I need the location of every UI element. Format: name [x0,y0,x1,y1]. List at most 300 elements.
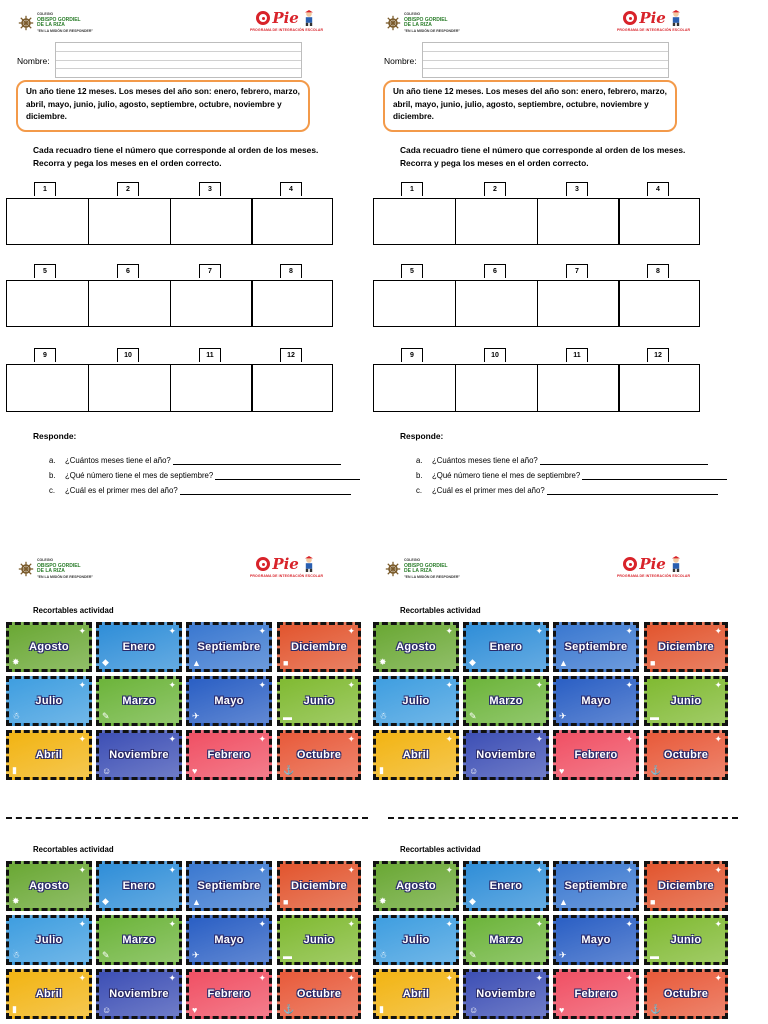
month-card-enero[interactable] [96,622,182,672]
ship-icon: ⚓ [650,1004,662,1014]
month-card-enero[interactable] [463,622,549,672]
heart-icon: ♥ [192,766,198,776]
ship-wheel-icon [385,561,401,577]
month-card-junio[interactable] [644,915,728,965]
month-number-tab: 6 [484,264,506,278]
month-card-junio[interactable] [644,676,728,726]
pie-mark-icon [623,11,637,25]
month-number-tab: 7 [566,264,588,278]
school-line3: DE LA RIZA [404,22,432,28]
name-field[interactable] [422,42,669,78]
cutouts-title: Recortables actividad [33,845,114,854]
month-label: Diciembre [291,880,347,892]
flag-icon: ▲ [559,658,568,668]
school-line1: COLEGIO [404,558,421,562]
star-icon: ✦ [78,973,86,983]
kite-icon: ◆ [469,896,476,906]
month-label: Abril [402,749,430,761]
question-letter: c. [416,486,423,495]
month-label: Abril [35,988,63,1000]
heart-icon: ♥ [192,1005,198,1015]
month-label: Diciembre [658,641,714,653]
intro-box: Un año tiene 12 meses. Los meses del año son: enero, febrero, marzo, abril, mayo, junio, julio, agosto, septiembre, octubre, noviembre y diciembre. [16,80,310,132]
pencil-icon: ✎ [102,711,110,721]
pie-caption: PROGRAMA DE INTEGRACIÓN ESCOLAR [617,28,691,32]
month-card-noviembre[interactable] [463,730,549,780]
month-label: Noviembre [476,988,536,1000]
month-number-tab: 8 [280,264,302,278]
cut-line [388,817,738,819]
month-label: Junio [303,934,335,946]
star-icon: ✦ [168,973,176,983]
month-label: Septiembre [197,880,261,892]
star-icon: ✦ [347,973,355,983]
month-card-julio[interactable] [373,915,459,965]
month-paste-box[interactable] [537,364,620,412]
month-label: Julio [35,934,63,946]
question-letter: a. [49,456,56,465]
school-line1: COLEGIO [37,12,54,16]
month-label: Enero [489,641,523,653]
question-row [416,486,718,495]
student-icon [301,10,317,26]
month-card-octubre[interactable] [644,969,728,1019]
month-paste-box[interactable] [170,280,253,327]
month-paste-box[interactable] [537,280,620,327]
star-icon: ✦ [714,919,722,929]
month-card-marzo[interactable] [96,915,182,965]
answer-line[interactable] [180,486,351,495]
month-label: Junio [303,695,335,707]
month-paste-box[interactable] [170,198,253,245]
school-name [37,558,93,580]
star-icon: ✦ [168,626,176,636]
month-number-tab: 9 [34,348,56,362]
kite-icon: ◆ [102,657,109,667]
school-motto: "EN LA MISIÓN DE RESPONDER" [404,28,461,33]
month-number-tab: 9 [401,348,423,362]
month-number-tab: 12 [280,348,302,362]
month-paste-box[interactable] [251,364,333,412]
month-label: Marzo [489,934,523,946]
ship-icon: ⚓ [283,1004,295,1014]
star-icon: ✦ [168,734,176,744]
month-label: Enero [122,880,156,892]
question-row [49,471,360,480]
answer-line[interactable] [582,471,727,480]
book-icon: ▮ [12,1004,17,1014]
month-card-agosto[interactable] [6,622,92,672]
month-paste-box[interactable] [618,280,700,327]
pinwheel-icon: ✸ [379,657,387,667]
month-card-noviembre[interactable] [96,969,182,1019]
star-icon: ✦ [78,919,86,929]
month-card-abril[interactable] [6,969,92,1019]
answer-line[interactable] [547,486,718,495]
month-label: Agosto [396,641,436,653]
month-paste-box[interactable] [455,364,538,412]
pencil-icon: ✎ [102,950,110,960]
pie-caption: PROGRAMA DE INTEGRACIÓN ESCOLAR [250,28,324,32]
month-card-marzo[interactable] [463,915,549,965]
star-icon: ✦ [445,865,453,875]
question-row [49,486,351,495]
month-number-tab: 2 [484,182,506,196]
month-paste-box[interactable] [373,198,456,245]
star-icon: ✦ [445,680,453,690]
right-bottom-pie-logo [617,555,690,578]
month-label: Febrero [574,749,618,761]
school-line1: COLEGIO [404,12,421,16]
answer-line[interactable] [173,456,341,465]
cut-line [6,817,368,819]
ship-wheel-icon [18,15,34,31]
pie-logo-row [623,9,684,27]
month-card-julio[interactable] [373,676,459,726]
month-paste-box[interactable] [373,280,456,327]
school-line3: DE LA RIZA [37,22,65,28]
left-bottom-pie-logo [250,555,323,578]
month-card-septiembre[interactable] [186,861,272,911]
child-icon: ☺ [469,766,479,776]
month-label: Julio [402,934,430,946]
month-card-febrero[interactable] [553,730,639,780]
star-icon: ✦ [258,626,266,636]
month-card-agosto[interactable] [373,622,459,672]
month-paste-box[interactable] [88,280,171,327]
cutouts-title: Recortables actividad [400,606,481,615]
month-label: Octubre [296,988,342,1000]
star-icon: ✦ [625,734,633,744]
month-paste-box[interactable] [88,198,171,245]
month-label: Mayo [581,695,611,707]
month-card-febrero[interactable] [553,969,639,1019]
name-line [56,60,301,61]
bird-icon: ✈ [192,711,200,721]
month-label: Enero [122,641,156,653]
question-row [416,456,708,465]
star-icon: ✦ [535,973,543,983]
child-icon: ☺ [102,1005,112,1015]
star-icon: ✦ [347,734,355,744]
month-label: Enero [489,880,523,892]
question-row [49,456,341,465]
sandwich-icon: ▬ [283,951,292,961]
month-card-febrero[interactable] [186,730,272,780]
month-paste-box[interactable] [6,280,89,327]
pie-word: Pie [639,555,666,573]
star-icon: ✦ [535,919,543,929]
month-paste-box[interactable] [6,364,89,412]
snowman-icon: ☃ [12,950,21,960]
month-card-noviembre[interactable] [463,969,549,1019]
star-icon: ✦ [168,680,176,690]
star-icon: ✦ [445,734,453,744]
month-label: Octubre [663,988,709,1000]
school-line1: COLEGIO [37,558,54,562]
star-icon: ✦ [625,626,633,636]
star-icon: ✦ [714,680,722,690]
ship-wheel-icon [18,561,34,577]
month-label: Abril [402,988,430,1000]
month-number-tab: 7 [199,264,221,278]
question-text: ¿Cuál es el primer mes del año? [432,486,545,495]
month-paste-box[interactable] [618,198,700,245]
star-icon: ✦ [625,865,633,875]
pie-caption: PROGRAMA DE INTEGRACIÓN ESCOLAR [250,574,324,578]
gift-icon: ■ [283,897,289,907]
pie-logo-row [256,555,317,573]
responde-heading: Responde: [33,431,77,441]
month-number-tab: 1 [34,182,56,196]
month-number-tab: 8 [647,264,669,278]
pinwheel-icon: ✸ [379,896,387,906]
school-line2: OBISPO GORDIEL [37,16,81,23]
month-card-agosto[interactable] [6,861,92,911]
star-icon: ✦ [258,734,266,744]
school-line2: OBISPO GORDIEL [37,562,81,569]
month-label: Julio [402,695,430,707]
sandwich-icon: ▬ [650,712,659,722]
name-line [56,68,301,69]
star-icon: ✦ [445,626,453,636]
month-card-julio[interactable] [6,676,92,726]
instruction-text: Cada recuadro tiene el número que corresponde al orden de los meses. Recorra y pega los meses en el orden correcto. [400,145,686,168]
cutouts-title: Recortables actividad [33,606,114,615]
month-label: Abril [35,749,63,761]
book-icon: ▮ [379,1004,384,1014]
month-label: Febrero [207,988,251,1000]
kite-icon: ◆ [102,896,109,906]
star-icon: ✦ [714,973,722,983]
month-label: Mayo [581,934,611,946]
month-card-junio[interactable] [277,915,361,965]
pie-mark-icon [623,557,637,571]
right-top-school-logo [385,12,460,34]
question-letter: b. [416,471,423,480]
cutouts-title: Recortables actividad [400,845,481,854]
month-label: Marzo [122,695,156,707]
pinwheel-icon: ✸ [12,657,20,667]
month-paste-box[interactable] [251,198,333,245]
month-label: Diciembre [658,880,714,892]
school-name [404,12,460,34]
month-paste-box[interactable] [618,364,700,412]
month-paste-box[interactable] [88,364,171,412]
pie-caption: PROGRAMA DE INTEGRACIÓN ESCOLAR [617,574,691,578]
student-icon [301,556,317,572]
name-field[interactable] [55,42,302,78]
month-card-abril[interactable] [373,730,459,780]
question-letter: c. [49,486,56,495]
pinwheel-icon: ✸ [12,896,20,906]
month-number-tab: 4 [280,182,302,196]
month-paste-box[interactable] [251,280,333,327]
month-card-octubre[interactable] [277,730,361,780]
star-icon: ✦ [714,734,722,744]
intro-box: Un año tiene 12 meses. Los meses del año son: enero, febrero, marzo, abril, mayo, junio, julio, agosto, septiembre, octubre, noviembre y diciembre. [383,80,677,132]
month-label: Febrero [574,988,618,1000]
month-card-noviembre[interactable] [96,730,182,780]
month-paste-box[interactable] [6,198,89,245]
month-card-septiembre[interactable] [186,622,272,672]
school-name [404,558,460,580]
month-card-marzo[interactable] [96,676,182,726]
star-icon: ✦ [78,865,86,875]
school-motto: "EN LA MISIÓN DE RESPONDER" [404,574,461,579]
star-icon: ✦ [347,680,355,690]
month-card-junio[interactable] [277,676,361,726]
bird-icon: ✈ [559,711,567,721]
pie-mark-icon [256,557,270,571]
month-label: Octubre [663,749,709,761]
star-icon: ✦ [535,680,543,690]
pie-mark-icon [256,11,270,25]
pie-word: Pie [639,9,666,27]
name-line [423,51,668,52]
flag-icon: ▲ [192,658,201,668]
name-label: Nombre: [384,56,417,66]
month-card-julio[interactable] [6,915,92,965]
star-icon: ✦ [625,680,633,690]
month-number-tab: 12 [647,348,669,362]
month-number-tab: 3 [566,182,588,196]
month-card-octubre[interactable] [644,730,728,780]
name-line [56,51,301,52]
question-text: ¿Qué número tiene el mes de septiembre? [65,471,214,480]
month-paste-box[interactable] [455,198,538,245]
month-card-mayo[interactable] [186,915,272,965]
month-card-abril[interactable] [6,730,92,780]
star-icon: ✦ [714,626,722,636]
pie-word: Pie [272,555,299,573]
question-text: ¿Qué número tiene el mes de septiembre? [432,471,581,480]
month-label: Mayo [214,695,244,707]
child-icon: ☺ [102,766,112,776]
month-label: Julio [35,695,63,707]
month-number-tab: 4 [647,182,669,196]
book-icon: ▮ [12,765,17,775]
month-card-agosto[interactable] [373,861,459,911]
star-icon: ✦ [258,919,266,929]
month-number-tab: 3 [199,182,221,196]
month-card-enero[interactable] [96,861,182,911]
star-icon: ✦ [168,865,176,875]
question-text: ¿Cuántos meses tiene el año? [432,456,538,465]
month-label: Mayo [214,934,244,946]
month-label: Junio [670,934,702,946]
month-number-tab: 2 [117,182,139,196]
month-label: Diciembre [291,641,347,653]
gift-icon: ■ [650,658,656,668]
star-icon: ✦ [78,680,86,690]
star-icon: ✦ [78,734,86,744]
sandwich-icon: ▬ [283,712,292,722]
month-number-tab: 6 [117,264,139,278]
snowman-icon: ☃ [379,950,388,960]
star-icon: ✦ [445,919,453,929]
month-label: Noviembre [476,749,536,761]
answer-line[interactable] [540,456,708,465]
star-icon: ✦ [535,734,543,744]
month-label: Marzo [489,695,523,707]
star-icon: ✦ [258,680,266,690]
month-card-febrero[interactable] [186,969,272,1019]
heart-icon: ♥ [559,1005,565,1015]
month-label: Agosto [29,641,69,653]
star-icon: ✦ [347,919,355,929]
star-icon: ✦ [347,865,355,875]
pencil-icon: ✎ [469,711,477,721]
month-paste-box[interactable] [373,364,456,412]
question-text: ¿Cuál es el primer mes del año? [65,486,178,495]
ship-icon: ⚓ [650,765,662,775]
pie-logo-row [256,9,317,27]
month-card-diciembre[interactable] [644,622,728,672]
star-icon: ✦ [445,973,453,983]
question-row [416,471,727,480]
ship-wheel-icon [385,15,401,31]
month-card-mayo[interactable] [553,915,639,965]
pie-word: Pie [272,9,299,27]
month-card-mayo[interactable] [553,676,639,726]
month-paste-box[interactable] [455,280,538,327]
month-card-marzo[interactable] [463,676,549,726]
flag-icon: ▲ [559,897,568,907]
month-label: Septiembre [564,641,628,653]
month-card-septiembre[interactable] [553,622,639,672]
right-top-pie-logo [617,9,690,32]
pencil-icon: ✎ [469,950,477,960]
name-line [423,60,668,61]
month-card-diciembre[interactable] [277,622,361,672]
star-icon: ✦ [78,626,86,636]
month-paste-box[interactable] [170,364,253,412]
month-number-tab: 11 [199,348,221,362]
kite-icon: ◆ [469,657,476,667]
bird-icon: ✈ [559,950,567,960]
bird-icon: ✈ [192,950,200,960]
question-letter: b. [49,471,56,480]
month-card-mayo[interactable] [186,676,272,726]
month-card-octubre[interactable] [277,969,361,1019]
month-number-tab: 10 [117,348,139,362]
school-motto: "EN LA MISIÓN DE RESPONDER" [37,28,94,33]
month-paste-box[interactable] [537,198,620,245]
pie-logo-row [623,555,684,573]
question-text: ¿Cuántos meses tiene el año? [65,456,171,465]
star-icon: ✦ [625,973,633,983]
month-label: Septiembre [197,641,261,653]
month-card-abril[interactable] [373,969,459,1019]
month-card-diciembre[interactable] [644,861,728,911]
month-label: Agosto [29,880,69,892]
month-number-tab: 1 [401,182,423,196]
heart-icon: ♥ [559,766,565,776]
gift-icon: ■ [283,658,289,668]
answer-line[interactable] [215,471,360,480]
month-card-septiembre[interactable] [553,861,639,911]
gift-icon: ■ [650,897,656,907]
ship-icon: ⚓ [283,765,295,775]
month-card-diciembre[interactable] [277,861,361,911]
left-top-pie-logo [250,9,323,32]
name-label: Nombre: [17,56,50,66]
student-icon [668,10,684,26]
school-line2: OBISPO GORDIEL [404,16,448,23]
star-icon: ✦ [168,919,176,929]
month-card-enero[interactable] [463,861,549,911]
